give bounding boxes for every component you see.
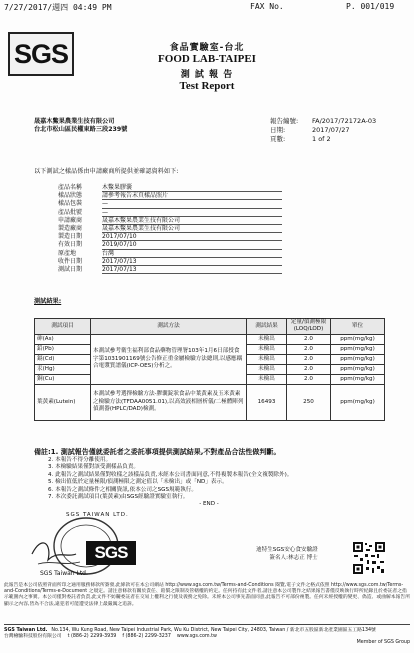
report-pages-label: 頁數:: [270, 135, 286, 143]
seal-text: SGS TAIWAN LTD.: [66, 512, 129, 518]
fax-number-label: FAX No.: [250, 2, 284, 11]
sample-info-row: [58, 184, 282, 192]
cell-result: 未檢出: [247, 344, 287, 354]
sample-info-row: [58, 192, 282, 200]
cell-item: 銅(Cu): [35, 374, 91, 384]
cell-loq: 2.0: [287, 344, 331, 354]
sample-info-row: [58, 250, 282, 258]
table-row: [35, 334, 385, 344]
table-row: [35, 384, 385, 420]
cell-result: 16493: [247, 384, 287, 420]
sample-info-label: 製造廠商: [58, 224, 83, 232]
sample-info-label: 測試日期: [58, 265, 83, 273]
lab-name-en: FOOD LAB-TAIPEI: [158, 53, 256, 65]
sample-info-value: —: [102, 209, 282, 217]
report-date-label: 日期:: [270, 126, 286, 134]
fax-datetime: 7/27/2017/週四 04:49 PM: [4, 3, 112, 12]
sample-info-row: [58, 233, 282, 241]
sample-info-row: [58, 241, 282, 249]
sample-info-value: 晟嘉木鱉果農業生技有限公司: [102, 225, 282, 233]
fax-page: P. 001/019: [346, 2, 395, 11]
cell-result: 未檢出: [247, 334, 287, 344]
cell-method-heavy-metals: 本測試參考衛生福利部食品藥物管理署103年1月6日部授食字第1031901169號公告修正重金屬檢驗方法總則,以感應耦合電漿質譜儀(ICP-OES)分析之。: [91, 334, 247, 384]
client-name: 晟嘉木鱉果農業生技有限公司: [34, 118, 115, 125]
client-address: 台北市松山區民權東路三段239號: [34, 126, 128, 133]
col-header-item: 測試項目: [35, 319, 91, 335]
sample-info-label: 收件日期: [58, 257, 83, 265]
sample-info-value: 2019/07/10: [102, 241, 282, 249]
note-line: 備註:1. 測試報告僅就委託者之委託事項提供測試結果,不對產品合法性做判斷。: [34, 448, 281, 456]
legal-footer: 此報告是本公司依照背面所印之通用服務條款所簽發,此條款可在本公司網站 http://www.sgs.com.tw/Terms-and-Conditions 閱覽,電子文件之格式依照 http://www.sgs.com.tw/Terms-and-Conditions/Terms-e-Document 之規定。請注意條款有關於責任、賠償之限制及管轄權的約定。任何持有此文件者,請注意本公司製作之結果報告書僅反映執行時所紀錄且於委託者之指示範圍內之事實。本公司僅對委託者負責,此文件不妨礙委託者在交易上權利之行使及義務之免除。未經本公司事先書面同意,此報告不可部份複製。任何未經授權的變更、偽造、或曲解本報告所顯示之內容,皆為不合法,違犯者可能遭受法律上最嚴厲之追訴。: [4, 583, 410, 607]
footer-web: www.sgs.com.tw: [176, 634, 217, 639]
intro-text: 以下測試之樣品係由申請廠商所提供並確認資料如下:: [34, 168, 179, 175]
cell-item: 鉛(Pb): [35, 344, 91, 354]
report-number-value: FA/2017/72172A-03: [312, 117, 377, 125]
cell-item: 砷(As): [35, 334, 91, 344]
col-header-loq: 定量/偵測極限(LOQ/LOD): [287, 319, 331, 335]
sample-info-value: 台灣: [102, 250, 282, 258]
cell-unit: ppm(mg/kg): [331, 364, 385, 374]
table-header-row: [35, 319, 385, 335]
report-pages-value: 1 of 2: [312, 135, 331, 143]
report-number-row: [270, 117, 376, 126]
sample-info-row: [58, 209, 282, 217]
sample-info-value: 晟嘉木鱉果農業生技有限公司: [102, 217, 282, 225]
sample-info-label: 樣品包裝: [58, 200, 83, 208]
footer-address: No.134, Wu Kung Road, New Taipei Industrial Park, Wu Ku District, New Taipei City, 24803, Taiwan / 新北市五股區新北產業園區五工路134號: [51, 628, 376, 633]
sample-info-row: [58, 258, 282, 266]
sample-info-row: [58, 200, 282, 208]
sample-info-label: 有效日期: [58, 241, 83, 249]
cell-item: 鎘(Cd): [35, 354, 91, 364]
cell-result: 未檢出: [247, 374, 287, 384]
results-table: [34, 318, 385, 421]
cell-unit: ppm(mg/kg): [331, 374, 385, 384]
sample-info-label: 製造日期: [58, 233, 83, 241]
sample-info-label: 產品批號: [58, 208, 83, 216]
report-date-row: [270, 126, 376, 135]
sample-info-row: [58, 225, 282, 233]
sgs-seal-mark: SGS: [86, 541, 136, 565]
results-heading: 測試結果:: [34, 298, 62, 305]
cell-result: 未檢出: [247, 354, 287, 364]
col-header-unit: 單位: [331, 319, 385, 335]
cell-result: 未檢出: [247, 364, 287, 374]
sample-info-row: [58, 217, 282, 225]
sample-info-value: 2017/07/10: [102, 233, 282, 241]
cell-unit: ppm(mg/kg): [331, 354, 385, 364]
note-line: 5. 檢出值低於定量極限/偵測極限之測定值以「未檢出」或「ND」表示。: [48, 479, 228, 486]
report-number-label: 報告編號:: [270, 117, 299, 125]
note-line: 7. 本次委託測試項目(葉黃素)由SGS經驗證實驗室執行。: [48, 494, 189, 501]
footer-company-zh: 台灣檢驗科技股份有限公司: [4, 634, 62, 639]
footer-fax: f (886-2) 2299-3237: [122, 634, 171, 639]
note-line: 3. 本檢驗結果僅對該受測樣品負責。: [48, 464, 140, 471]
signer-company: SGS Taiwan Ltd.: [40, 570, 88, 577]
lab-header: [130, 40, 284, 92]
signature-block: [256, 546, 318, 562]
footer-phone: t (886-2) 2299-3939: [67, 634, 117, 639]
cell-loq: 2.0: [287, 354, 331, 364]
footer-member: Member of SGS Group: [356, 640, 410, 645]
sample-info-label: 樣品狀態: [58, 192, 83, 200]
cell-unit: ppm(mg/kg): [331, 334, 385, 344]
cell-item: 葉黃素(Lutein): [35, 384, 91, 420]
sample-info-label: 產品名稱: [58, 184, 83, 191]
cell-loq: 2.0: [287, 334, 331, 344]
sgs-logo: SGS: [8, 32, 74, 76]
client-block: [34, 118, 127, 134]
col-header-result: 測試結果: [247, 319, 287, 335]
sample-info-value: 2017/07/13: [102, 266, 282, 274]
signature-line2: 簽名人:林志正 博士: [269, 555, 318, 561]
cell-loq: 2.0: [287, 374, 331, 384]
footer-company: SGS Taiwan Ltd.: [4, 628, 48, 633]
cell-loq: 250: [287, 384, 331, 420]
sample-info-value: —: [102, 200, 282, 208]
footer-divider: [4, 624, 410, 625]
report-title-zh: 測 試 報 告: [180, 70, 234, 80]
qr-code-icon: [352, 541, 386, 575]
company-footer: [4, 628, 410, 646]
report-pages-row: [270, 135, 376, 144]
cell-method-lutein: 本測試參考選擇檢驗方法-膠囊錠狀食品中葉黃素及玉米黃素之檢驗方法(TFDAA0051.01),以高效液相層析儀/二極體陣列偵測器(HPLC/DAD)檢測。: [91, 384, 247, 420]
cell-unit: ppm(mg/kg): [331, 344, 385, 354]
sample-info-row: [58, 266, 282, 274]
sample-info-label: 申請廠商: [58, 216, 83, 224]
sample-info-value: 2017/07/13: [102, 258, 282, 266]
report-title-en: Test Report: [179, 80, 235, 92]
cell-item: 汞(Hg): [35, 364, 91, 374]
sample-info-value: 木鱉果膠囊: [102, 184, 282, 192]
sample-info-label: 原產地: [58, 249, 77, 257]
lab-name-zh: 食品實驗室-台北: [169, 43, 245, 53]
sample-info-value: 請參考報告末頁樣品照片: [102, 192, 282, 200]
signature-line1: 迪特生SGS安心食安驗證: [256, 547, 318, 553]
note-line: 4. 此報告之測試結果僅對收樣之該樣品負責,未經本公司書面同意,不得複製本報告(全文複製除外)。: [48, 471, 293, 478]
sample-info: [58, 184, 282, 274]
note-line: 2. 本報告不得分離使用。: [48, 457, 112, 463]
report-meta: [270, 117, 376, 144]
col-header-method: 測試方法: [91, 319, 247, 335]
report-date-value: 2017/07/27: [312, 126, 350, 134]
notes: [34, 448, 384, 509]
end-marker: - END -: [199, 501, 219, 508]
note-line: 6. 本報告之測試條件之相關資訊,依本公司之SGS規範執行。: [48, 486, 197, 493]
cell-loq: 2.0: [287, 364, 331, 374]
cell-unit: ppm(mg/kg): [331, 384, 385, 420]
